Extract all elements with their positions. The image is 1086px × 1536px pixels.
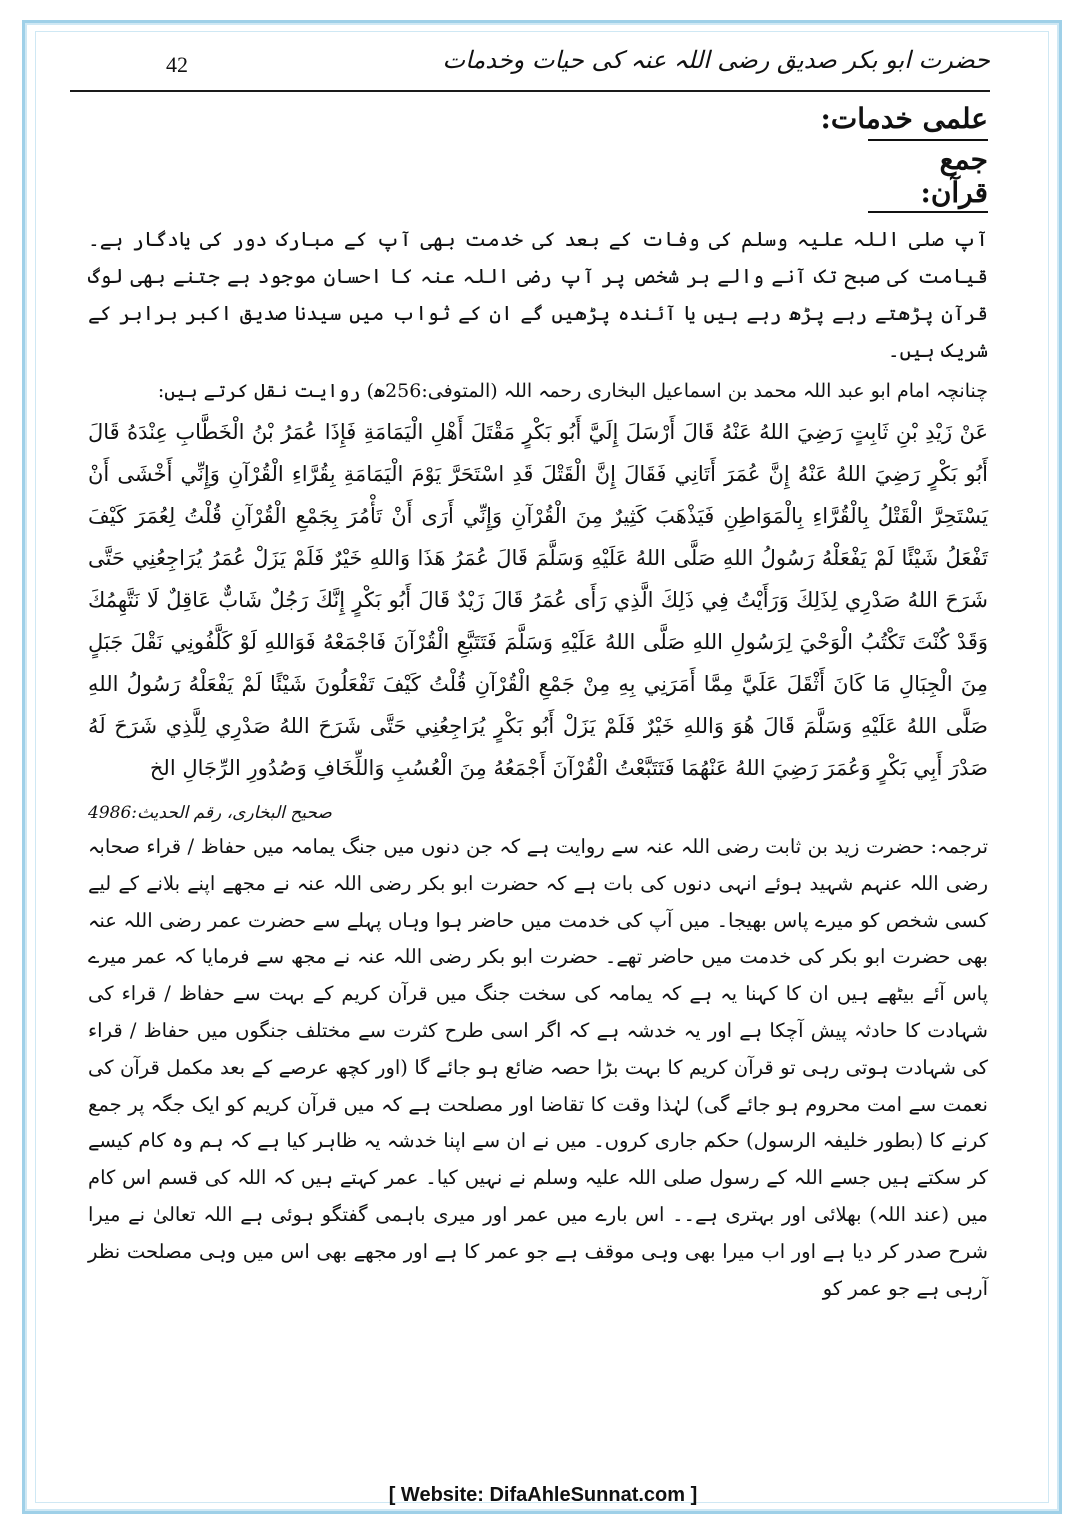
book-title: حضرت ابو بکر صدیق رضی اللہ عنہ کی حیات وخدمات [442,46,990,74]
website-footer[interactable]: [ Website: DifaAhleSunnat.com ] [388,1484,698,1506]
urdu-translation: ترجمہ: حضرت زید بن ثابت رضی اللہ عنہ سے روایت ہے کہ جن دنوں میں جنگ یمامہ میں حفاظ / قراء صحابہ رضی اللہ عنہم شہید ہوئے انہی دنوں کی بات ہے کہ حضرت ابو بکر رضی اللہ عنہ نے مجھے اپنے بلانے کے لیے کسی شخص کو میرے پاس بھیجا۔ میں آپ کی خدمت میں حاضر ہوا وہاں پہلے سے حضرت عمر رضی اللہ عنہ بھی حضرت ابو بکر کی خدمت میں حاضر تھے۔ حضرت ابو بکر رضی اللہ عنہ نے مجھ سے فرمایا کہ عمر میرے پاس آئے بیٹھے ہیں ان کا کہنا یہ ہے کہ یمامہ کی سخت جنگ میں قرآن کریم کے بہت سے حفاظ / قراء کی شہادت کا حادثہ پیش آچکا ہے اور یہ خدشہ ہے کہ اگر اسی طرح کثرت سے مختلف جنگوں میں حفاظ / قراء کی شہادت ہوتی رہی تو قرآن کریم کا بہت بڑا حصہ ضائع ہو جائے گا (اور کچھ عرصے کے بعد مکمل قرآن کی نعمت سے امت محروم ہو جائے گی) لہٰذا وقت کا تقاضا اور مصلحت ہے کہ میں قرآن کریم کو ایک جگہ پر جمع کرنے کا (بطور خلیفہ الرسول) حکم جاری کروں۔ میں نے ان سے اپنا خدشہ یہ ظاہر کیا ہے کہ ہم وہ کام کیسے کر سکتے ہیں جسے اللہ کے رسول صلی اللہ علیہ وسلم نے نہیں کیا۔ عمر کہتے ہیں کہ اللہ کی قسم اس کام میں (عند اللہ) بھلائی اور بہتری ہے۔۔ اس بارے میں عمر اور میری باہمی گفتگو ہوئی ہے اللہ تعالیٰ نے میرا شرح صدر کر دیا ہے اور اب میرا بھی وہی موقف ہے جو عمر کا ہے اور مجھے بھی اس میں وہی مصلحت نظر آرہی ہے جو عمر کو [88,835,988,1300]
arabic-hadith: عَنْ زَيْدِ بْنِ ثَابِتٍ رَضِيَ اللهُ عَنْهُ قَالَ أَرْسَلَ إِلَيَّ أَبُو بَكْرٍ مَقْتَلَ أَهْلِ الْيَمَامَةِ فَإِذَا عُمَرُ بْنُ الْخَطَّابِ عِنْدَهُ قَالَ أَبُو بَكْرٍ رَضِيَ اللهُ عَنْهُ إِنَّ عُمَرَ أَتَانِي فَقَالَ إِنَّ الْقَتْلَ قَدِ اسْتَحَرَّ يَوْمَ الْيَمَامَةِ بِقُرَّاءِ الْقُرْآنِ وَإِنِّي أَخْشَى أَنْ يَسْتَحِرَّ الْقَتْلُ بِالْقُرَّاءِ بِالْمَوَاطِنِ فَيَذْهَبَ كَثِيرٌ مِنَ الْقُرْآنِ وَإِنِّي أَرَى أَنْ تَأْمُرَ بِجَمْعِ الْقُرْآنِ قُلْتُ لِعُمَرَ كَيْفَ تَفْعَلُ شَيْئًا لَمْ يَفْعَلْهُ رَسُولُ اللهِ صَلَّى اللهُ عَلَيْهِ وَسَلَّمَ قَالَ عُمَرُ هَذَا وَاللهِ خَيْرٌ فَلَمْ يَزَلْ عُمَرُ يُرَاجِعُنِي حَتَّى شَرَحَ اللهُ صَدْرِي لِذَلِكَ وَرَأَيْتُ فِي ذَلِكَ الَّذِي رَأَى عُمَرُ قَالَ زَيْدٌ قَالَ أَبُو بَكْرٍ إِنَّكَ رَجُلٌ شَابٌّ عَاقِلٌ لَا نَتَّهِمُكَ وَقَدْ كُنْتَ تَكْتُبُ الْوَحْيَ لِرَسُولِ اللهِ صَلَّى اللهُ عَلَيْهِ وَسَلَّمَ فَتَتَبَّعِ الْقُرْآنَ فَاجْمَعْهُ فَوَاللهِ لَوْ كَلَّفُونِي نَقْلَ جَبَلٍ مِنَ الْجِبَالِ مَا كَانَ أَثْقَلَ عَلَيَّ مِمَّا أَمَرَنِي بِهِ مِنْ جَمْعِ الْقُرْآنِ قُلْتُ كَيْفَ تَفْعَلُونَ شَيْئًا لَمْ يَفْعَلْهُ رَسُولُ اللهِ صَلَّى اللهُ عَلَيْهِ وَسَلَّمَ قَالَ هُوَ وَاللهِ خَيْرٌ فَلَمْ يَزَلْ أَبُو بَكْرٍ يُرَاجِعُنِي حَتَّى شَرَحَ اللهُ صَدْرِي لِلَّذِي شَرَحَ لَهُ صَدْرَ أَبِي بَكْرٍ وَعُمَرَ رَضِيَ اللهُ عَنْهُمَا فَتَتَبَّعْتُ الْقُرْآنَ أَجْمَعُهُ مِنَ الْعُسُبِ وَاللِّخَافِ وَصُدُورِ الرِّجَالِ الخ [88,420,988,780]
narration-intro: چنانچہ امام ابو عبد اللہ محمد بن اسماعیل البخاری رحمہ اللہ (المتوفی:256ھ) روایت نقل کرتے ہیں: [157,380,988,402]
intro-paragraph: آپ صلی اللہ علیہ وسلم کی وفات کے بعد کی خدمت بھی آپ کے مبارک دور کی یادگار ہے۔ قیامت کی صبح تک آنے والے ہر شخص پر آپ رضی اللہ عنہ کا احسان موجود ہے جتنے بھی لوگ قرآن پڑھتے رہے پڑھ رہے ہیں یا آئندہ پڑھیں گے ان کے ثواب میں سیدنا صدیق اکبر برابر کے شریک ہیں۔ [88,227,988,362]
hadith-reference: صحیح البخاری، رقم الحدیث:4986 [88,803,332,823]
subsection-heading: جمع قرآن: [868,139,988,213]
section-heading: علمی خدمات: [820,102,988,135]
page-header [70,38,990,92]
page-content [88,96,988,1307]
page-number: 42 [166,52,188,77]
